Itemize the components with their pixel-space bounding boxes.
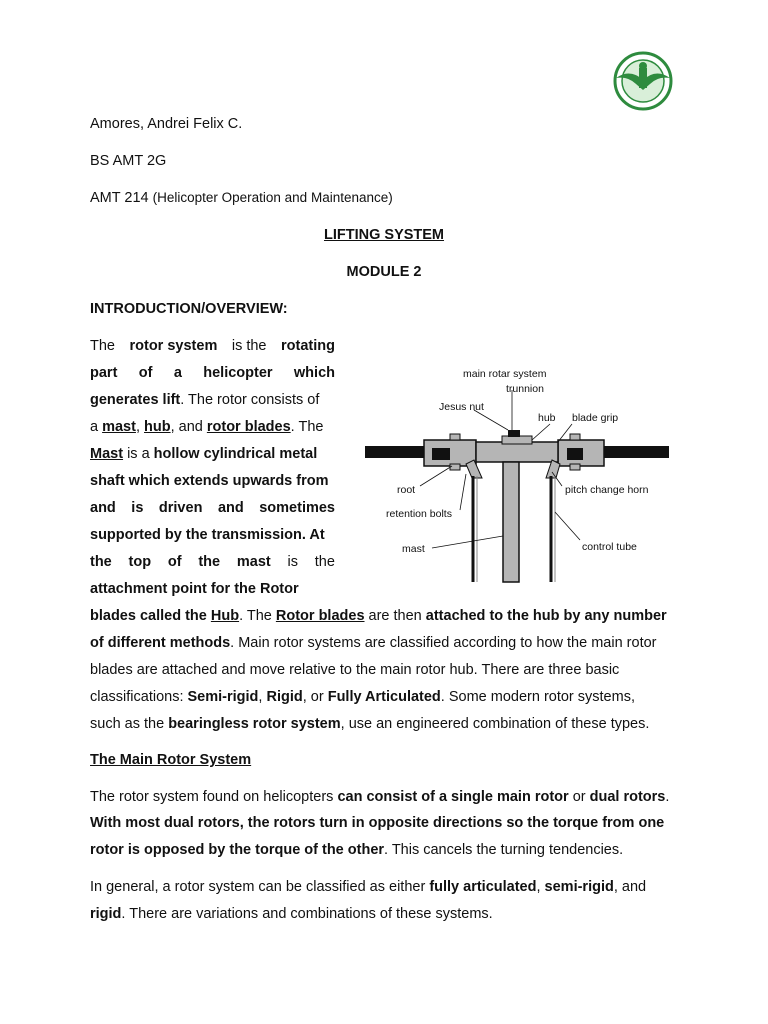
school-logo <box>610 50 676 112</box>
course-line <box>90 190 393 206</box>
intro-line-7: and is driven and sometimes <box>90 500 335 516</box>
intro-line-6: shaft which extends upwards from <box>90 473 329 489</box>
module-label: MODULE 2 <box>346 264 422 280</box>
p2-line-1: The rotor system found on helicopters can consist of a single main rotor or dual rotors. <box>90 789 670 805</box>
p2-line-3: rotor is opposed by the torque of the other. This cancels the turning tendencies. <box>90 842 624 858</box>
label-root: root <box>397 484 416 496</box>
student-section: BS AMT 2G <box>90 153 167 169</box>
intro-line-11: blades called the Hub. The Rotor blades are then attached to the hub by any number <box>90 608 667 624</box>
p2-line-2: With most dual rotors, the rotors turn in opposite directions so the torque from one <box>90 815 665 831</box>
label-trunnion: trunnion <box>506 383 544 395</box>
document-title: LIFTING SYSTEM <box>323 227 445 243</box>
p3-line-2: rigid. There are variations and combinations of these systems. <box>90 906 493 922</box>
mast-shaft <box>503 462 519 582</box>
student-name: Amores, Andrei Felix C. <box>90 116 243 132</box>
intro-line-13: blades are attached and move relative to the main rotor hub. There are three basic <box>90 662 620 678</box>
label-pitch-change-horn: pitch change horn <box>565 484 649 496</box>
label-mast: mast <box>402 543 425 555</box>
intro-line-10: attachment point for the Rotor <box>90 581 299 597</box>
intro-line-3: generates lift. The rotor consists of <box>90 392 320 408</box>
label-blade-grip: blade grip <box>572 412 619 424</box>
course-title: (Helicopter Operation and Maintenance) <box>152 190 393 205</box>
rotor-system-diagram <box>362 360 672 588</box>
intro-line-9: the top of the mast is the <box>90 554 335 570</box>
label-retention-bolts: retention bolts <box>386 508 452 520</box>
label-control-tube: control tube <box>582 541 637 553</box>
intro-heading: INTRODUCTION/OVERVIEW: <box>90 301 288 317</box>
label-jesus-nut: Jesus nut <box>439 401 484 413</box>
diagram-title: main rotar system <box>463 368 547 380</box>
intro-line-1: The rotor system is the rotating <box>90 338 335 354</box>
intro-line-4: a mast, hub, and rotor blades. The <box>90 419 324 435</box>
intro-line-8: supported by the transmission. At <box>90 527 325 543</box>
intro-line-15: such as the bearingless rotor system, use an engineered combination of these types. <box>90 716 650 732</box>
p3-line-1: In general, a rotor system can be classified as either fully articulated, semi-rigid, and <box>90 879 647 895</box>
intro-line-5: Mast is a hollow cylindrical metal <box>90 446 318 462</box>
hub-body <box>476 442 558 462</box>
intro-line-2: part of a helicopter which <box>90 365 335 381</box>
jesus-nut <box>508 430 520 437</box>
label-hub: hub <box>538 412 556 424</box>
course-code: AMT 214 <box>90 190 149 206</box>
intro-line-12: of different methods. Main rotor systems are classified according to how the main rotor <box>90 635 657 651</box>
main-rotor-heading: The Main Rotor System <box>90 752 252 768</box>
intro-line-14: classifications: Semi-rigid, Rigid, or Fully Articulated. Some modern rotor systems, <box>90 689 635 705</box>
